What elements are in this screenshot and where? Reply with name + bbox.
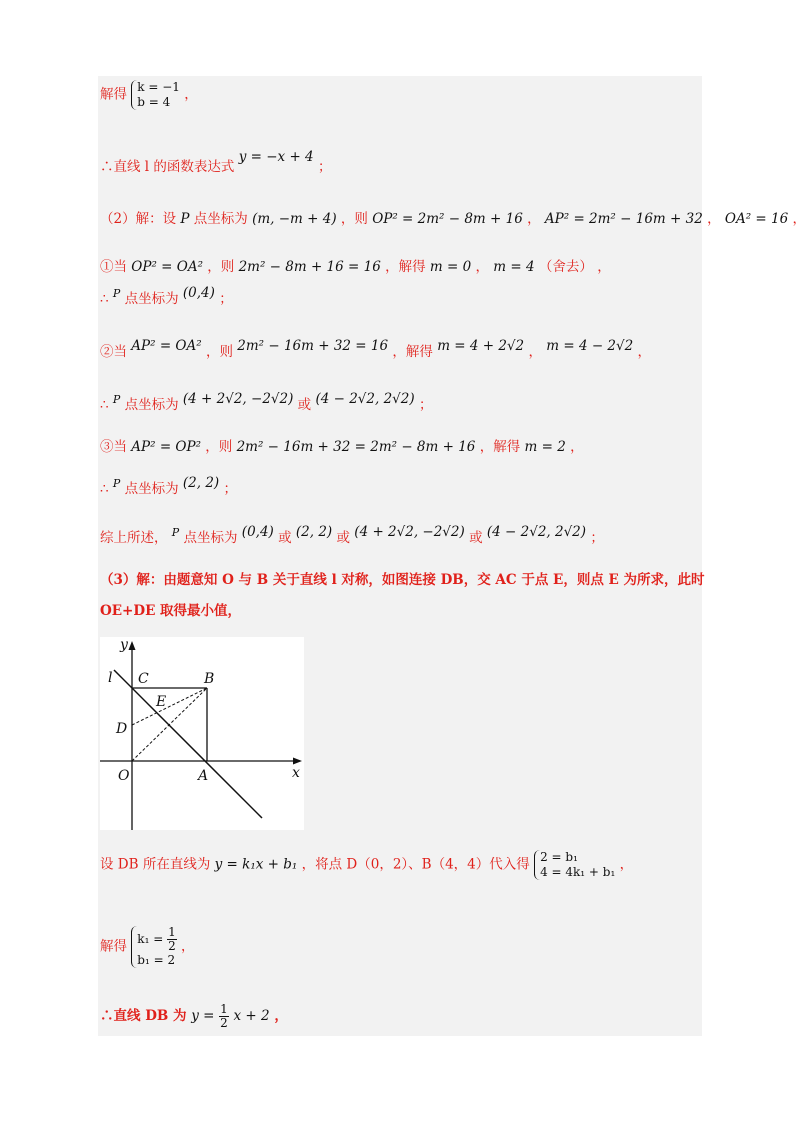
summary-coord1: (0,4) bbox=[241, 524, 274, 540]
therefore: ∴ bbox=[100, 397, 109, 413]
result1-coord: (0,4) bbox=[182, 285, 215, 301]
label-A: A bbox=[198, 768, 209, 784]
text: 点坐标为 bbox=[124, 397, 179, 413]
summary-coord2: (2, 2) bbox=[295, 524, 333, 540]
case2-equation: 2m² − 16m + 32 = 16 bbox=[237, 338, 389, 354]
line-l-label: ∴直线 l 的函数表达式 bbox=[100, 159, 235, 175]
k1-label: k₁ = bbox=[137, 932, 164, 946]
oa-squared: OA² = 16 bbox=[724, 211, 789, 227]
final-rest: x + 2 bbox=[233, 1008, 270, 1024]
case3-label: ③当 bbox=[100, 439, 127, 455]
solve-k-b bbox=[100, 80, 198, 110]
case2-label: ②当 bbox=[100, 344, 127, 360]
db-eq2: 4 = 4k₁ + b₁ bbox=[540, 865, 616, 879]
punct: ， bbox=[637, 344, 652, 360]
eq-b: b = 4 bbox=[137, 95, 171, 109]
p-coord: (m, −m + 4) bbox=[252, 211, 337, 227]
text: ，解得 bbox=[392, 344, 433, 360]
op-squared: OP² = 2m² − 8m + 16 bbox=[372, 211, 523, 227]
punct: ， bbox=[184, 86, 198, 103]
final-y: y = bbox=[191, 1008, 215, 1024]
point-P: P bbox=[112, 477, 121, 490]
summary-coord4: (4 − 2√2, 2√2) bbox=[486, 524, 587, 540]
text: ，则 bbox=[205, 439, 233, 455]
geometry-figure bbox=[100, 637, 304, 830]
point-P: P bbox=[112, 287, 121, 300]
numerator: 1 bbox=[220, 1002, 228, 1016]
db-system bbox=[534, 850, 615, 880]
label-C: C bbox=[138, 671, 149, 687]
text: ，解得 bbox=[479, 439, 521, 455]
point-P: P bbox=[171, 526, 180, 539]
therefore: ∴ bbox=[100, 481, 109, 497]
part3-line1: （3）解：由题意知 O 与 B 关于直线 l 对称，如图连接 DB，交 AC 于点 E，则点 E 为所求，此时 bbox=[100, 572, 705, 588]
label-O: O bbox=[118, 768, 130, 784]
text: 点坐标为 bbox=[124, 481, 179, 497]
b1-row: b₁ = 2 bbox=[137, 953, 176, 967]
label-D: D bbox=[116, 721, 128, 737]
punct: ， bbox=[570, 439, 584, 455]
therefore: ∴ bbox=[100, 291, 109, 307]
case1-label: ①当 bbox=[100, 259, 127, 275]
or-word: 或 bbox=[278, 530, 292, 546]
summary bbox=[100, 526, 604, 546]
or-word: 或 bbox=[297, 397, 312, 413]
part2-label: （2）解：设 bbox=[100, 211, 177, 227]
text: 点坐标为 bbox=[124, 291, 179, 307]
label-E: E bbox=[156, 694, 167, 710]
case3-root: m = 2 bbox=[524, 439, 566, 455]
case3-condition: AP² = OP² bbox=[131, 439, 201, 455]
case1-equation: 2m² − 8m + 16 = 16 bbox=[238, 259, 381, 275]
punct: ， bbox=[475, 259, 489, 275]
text: ，则 bbox=[205, 344, 233, 360]
solution-system bbox=[131, 926, 176, 968]
solve-label: 解得 bbox=[100, 938, 127, 955]
text: ，解得 bbox=[385, 259, 426, 275]
point-P: P bbox=[112, 393, 121, 406]
line-l-formula: y = −x + 4 bbox=[238, 149, 314, 165]
punct: ； bbox=[219, 291, 233, 307]
text: ，则 bbox=[207, 259, 235, 275]
ap-squared: AP² = 2m² − 16m + 32 bbox=[544, 211, 703, 227]
final-fraction bbox=[219, 1003, 229, 1030]
or-word: 或 bbox=[469, 530, 483, 546]
reject-note: （舍去） bbox=[538, 259, 593, 275]
final-label: ∴直线 DB 为 bbox=[100, 1008, 187, 1024]
result3-coord: (2, 2) bbox=[182, 475, 220, 491]
db-substitute: ，将点 D（0，2）、B（4，4）代入得 bbox=[301, 856, 530, 873]
figure-svg bbox=[100, 637, 304, 830]
case2-root2: m = 4 − 2√2 bbox=[546, 338, 634, 354]
punct: ， bbox=[528, 344, 542, 360]
line-l bbox=[114, 670, 262, 818]
db-eq1: 2 = b₁ bbox=[540, 850, 578, 864]
case1-root1: m = 0 bbox=[429, 259, 472, 275]
summary-label: 综上所述， bbox=[100, 530, 168, 546]
punct: ； bbox=[418, 397, 433, 413]
solve-k1-b1 bbox=[100, 926, 195, 968]
db-expr: y = k₁x + b₁ bbox=[214, 856, 298, 873]
text: 点坐标为 bbox=[183, 530, 238, 546]
punct: ， bbox=[274, 1008, 288, 1024]
text: ，则 bbox=[340, 211, 368, 227]
case1-condition: OP² = OA² bbox=[131, 259, 203, 275]
punct: ； bbox=[223, 481, 237, 497]
k1-row bbox=[137, 926, 176, 953]
or-word: 或 bbox=[336, 530, 350, 546]
numerator: 1 bbox=[168, 925, 176, 939]
label-B: B bbox=[204, 671, 215, 687]
punct: ； bbox=[590, 530, 604, 546]
case3 bbox=[100, 435, 584, 455]
x-axis-arrow-icon bbox=[293, 758, 302, 765]
case2-condition: AP² = OA² bbox=[131, 338, 202, 354]
eq-k: k = −1 bbox=[137, 80, 180, 94]
part3-line2: OE+DE 取得最小值， bbox=[100, 603, 242, 619]
result3 bbox=[100, 477, 237, 497]
result2-coord1: (4 + 2√2, −2√2) bbox=[182, 391, 294, 407]
punct: ， bbox=[792, 211, 806, 227]
label-x: x bbox=[292, 765, 300, 781]
label-l: l bbox=[108, 670, 113, 686]
final-line bbox=[100, 1003, 288, 1030]
equation-system bbox=[131, 80, 180, 110]
solve-label: 解得 bbox=[100, 86, 127, 103]
line-l-expression bbox=[100, 149, 332, 175]
db-label: 设 DB 所在直线为 bbox=[100, 856, 211, 873]
case2-root1: m = 4 + 2√2 bbox=[437, 338, 525, 354]
result2 bbox=[100, 393, 432, 413]
result2-coord2: (4 − 2√2, 2√2) bbox=[315, 391, 415, 407]
punct: ； bbox=[317, 159, 332, 175]
denominator: 2 bbox=[220, 1016, 228, 1030]
segment-DB bbox=[132, 688, 207, 725]
case2 bbox=[100, 340, 651, 360]
punct: ， bbox=[707, 211, 721, 227]
label-y: y bbox=[120, 637, 128, 653]
punct: ， bbox=[181, 938, 195, 955]
y-axis-arrow-icon bbox=[129, 641, 136, 650]
punct: ， bbox=[527, 211, 541, 227]
point-P: P bbox=[180, 211, 190, 227]
case3-equation: 2m² − 16m + 32 = 2m² − 8m + 16 bbox=[236, 439, 476, 455]
db-setup bbox=[100, 850, 633, 880]
case1-root2: m = 4 bbox=[493, 259, 535, 275]
result1 bbox=[100, 287, 233, 307]
punct: ， bbox=[597, 259, 611, 275]
part2-setup bbox=[100, 207, 806, 227]
summary-coord3: (4 + 2√2, −2√2) bbox=[354, 524, 465, 540]
denominator: 2 bbox=[168, 939, 176, 953]
case1 bbox=[100, 255, 611, 275]
fraction-half bbox=[167, 926, 177, 953]
text: 点坐标为 bbox=[193, 211, 248, 227]
punct: ， bbox=[619, 856, 634, 873]
